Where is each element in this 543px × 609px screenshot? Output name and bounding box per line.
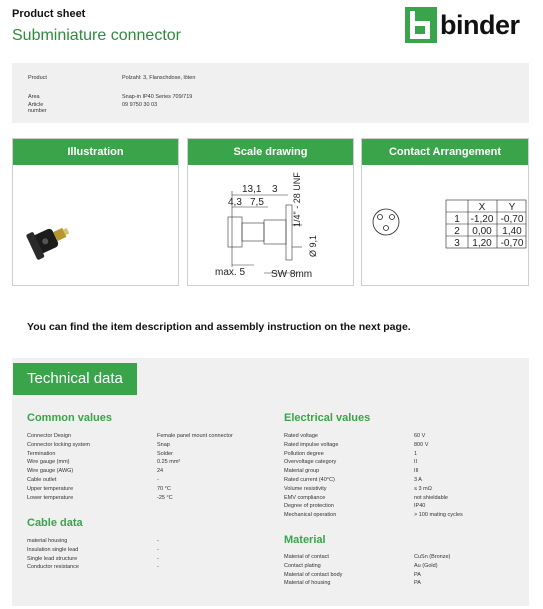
- table-cell: -0,70: [500, 238, 524, 249]
- row-value: -: [157, 555, 159, 562]
- next-page-notice: You can find the item description and assembly instruction on the next page.: [27, 321, 411, 333]
- illustration-panel: [12, 138, 179, 286]
- row-key: material housing: [27, 538, 68, 544]
- row-value: PA: [414, 571, 421, 578]
- row-value: -: [157, 477, 159, 483]
- row-value: III: [414, 468, 419, 475]
- row-value: Solder: [157, 450, 173, 457]
- row-key: Connector Design: [27, 433, 72, 439]
- info-label: Article number: [28, 102, 47, 114]
- table-cell: -0,70: [500, 214, 524, 225]
- row-key: Insulation single lead: [27, 546, 79, 553]
- row-value: IP40: [414, 503, 426, 510]
- contact-arrangement-panel: [361, 138, 529, 286]
- info-value: 09 9750 30 03: [122, 102, 158, 108]
- table-header: Y: [508, 202, 516, 213]
- row-key: Volume resistivity: [284, 485, 327, 492]
- panel-header-illustration: Illustration: [13, 139, 178, 165]
- binder-logo: [404, 6, 524, 44]
- info-value: Polzahl: 3, Flanschdose, löten: [122, 75, 196, 81]
- row-value: 1: [414, 450, 418, 457]
- row-value: Female panel mount connector: [157, 433, 233, 439]
- cable-data-heading: Cable data: [27, 517, 83, 529]
- diameter-label: Ø 9,1: [308, 234, 318, 257]
- connector-photo: [13, 165, 178, 285]
- scale-drawing-panel: [187, 138, 354, 286]
- material-heading: Material: [284, 534, 326, 546]
- row-key: Lower temperature: [27, 494, 74, 501]
- thread-label: 1/4" - 28 UNF: [292, 172, 302, 227]
- row-key: Conductor resistance: [27, 564, 79, 571]
- row-key: Termination: [27, 450, 56, 457]
- row-key: Wire gauge (mm): [27, 459, 70, 466]
- row-key: Single lead structure: [27, 555, 78, 562]
- row-key: Material group: [284, 468, 320, 475]
- info-label: Product: [28, 75, 47, 81]
- technical-data-tab: Technical data: [13, 363, 137, 395]
- row-key: Pollution degree: [284, 450, 324, 457]
- row-value: Au (Gold): [414, 562, 438, 569]
- technical-data-box: [12, 358, 529, 606]
- table-cell: 1: [454, 214, 460, 225]
- row-key: Contact plating: [284, 562, 321, 569]
- table-header: X: [478, 202, 486, 213]
- row-key: Cable outlet: [27, 477, 57, 483]
- row-key: Rated current (40°C): [284, 477, 335, 483]
- row-key: Material of contact body: [284, 571, 343, 578]
- row-value: 24: [157, 468, 164, 475]
- table-cell: 1,20: [472, 238, 492, 249]
- row-value: -25 °C: [157, 494, 173, 501]
- row-value: not shieldable: [414, 494, 448, 501]
- sheet-title: Product sheet: [12, 8, 86, 20]
- scale-drawing: [188, 165, 353, 285]
- product-info-box: [12, 63, 529, 123]
- row-key: Material of housing: [284, 580, 331, 587]
- table-cell: 3: [454, 238, 460, 249]
- row-key: Material of contact: [284, 554, 329, 560]
- row-key: Rated voltage: [284, 433, 318, 439]
- table-cell: 1,40: [502, 226, 522, 237]
- row-value: 3 A: [414, 477, 422, 483]
- row-value: ≤ 3 mΩ: [414, 485, 432, 492]
- dim-label: 13,1: [242, 184, 262, 195]
- sheet-subtitle: Subminiature connector: [12, 27, 181, 44]
- binder-logo-mark-icon: [404, 6, 438, 44]
- table-cell: 2: [454, 226, 460, 237]
- row-value: PA: [414, 580, 421, 587]
- row-value: > 100 mating cycles: [414, 512, 463, 519]
- row-key: Degree of protection: [284, 503, 334, 510]
- row-value: -: [157, 538, 159, 544]
- info-value: Snap-in IP40 Series 709/719: [122, 94, 193, 100]
- panel-header-contact-arrangement: Contact Arrangement: [362, 139, 528, 165]
- row-value: 0.25 mm²: [157, 459, 181, 466]
- common-values-heading: Common values: [27, 412, 112, 424]
- row-key: Wire gauge (AWG): [27, 468, 74, 475]
- table-cell: 0,00: [472, 226, 492, 237]
- dim-label: 3: [272, 184, 278, 195]
- row-key: Upper temperature: [27, 485, 74, 492]
- table-cell: -1,20: [470, 214, 494, 225]
- row-key: Rated impulse voltage: [284, 441, 339, 448]
- dim-label: 4,3: [228, 197, 242, 208]
- info-label: Area: [28, 94, 40, 100]
- row-key: Mechanical operation: [284, 512, 337, 519]
- row-value: 70 °C: [157, 485, 171, 492]
- dim-label: SW 8mm: [271, 269, 313, 280]
- row-value: 60 V: [414, 433, 426, 439]
- row-value: -: [157, 564, 159, 571]
- row-value: 800 V: [414, 441, 429, 448]
- dim-label: 7,5: [250, 197, 264, 208]
- row-key: EMV compliance: [284, 494, 326, 501]
- row-key: Overvoltage category: [284, 459, 337, 466]
- row-key: Connector locking system: [27, 441, 90, 448]
- logo-wordmark: binder: [440, 10, 520, 40]
- dim-label: max. 5: [215, 267, 246, 278]
- row-value: -: [157, 546, 159, 553]
- electrical-values-heading: Electrical values: [284, 412, 371, 424]
- row-value: II: [414, 459, 418, 466]
- row-value: Snap: [157, 441, 170, 448]
- contact-diagram: [362, 165, 528, 285]
- row-value: CuSn (Bronze): [414, 554, 451, 560]
- panel-header-scale-drawing: Scale drawing: [188, 139, 353, 165]
